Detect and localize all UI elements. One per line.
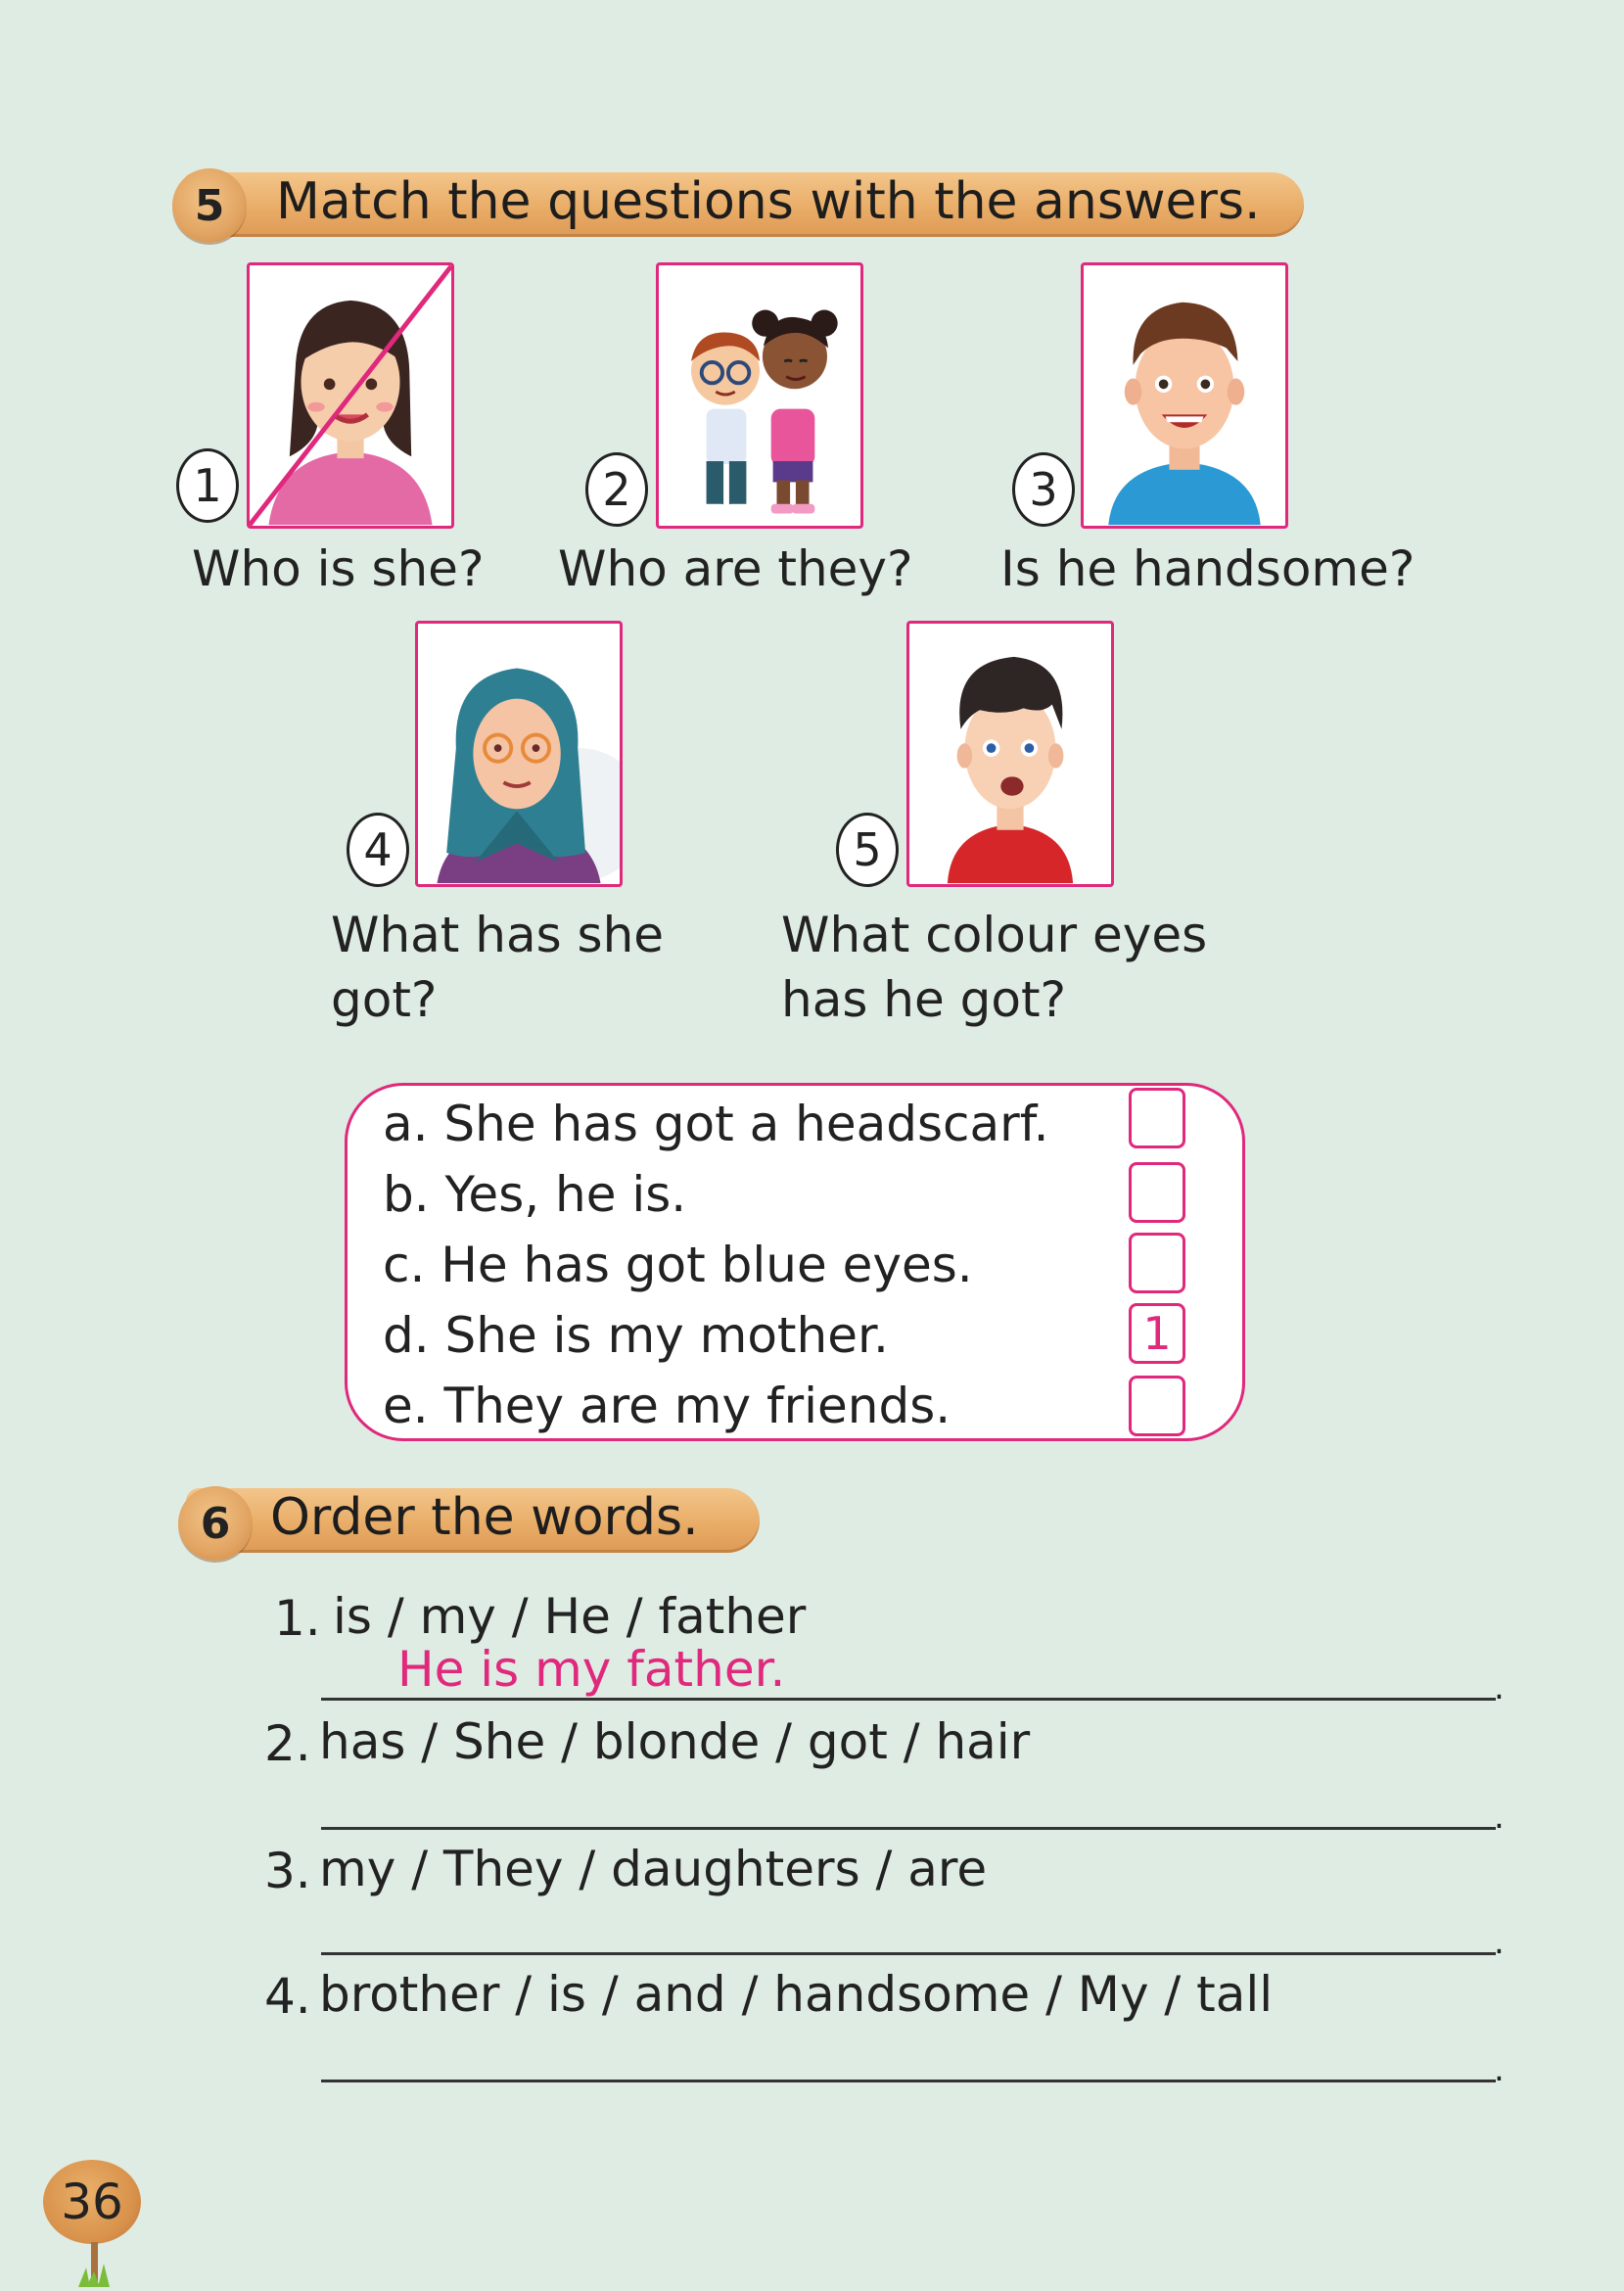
question-3: Is he handsome? [1000, 540, 1415, 597]
section-6-number: 6 [178, 1486, 253, 1561]
order-item-1-number: 1. [274, 1590, 321, 1647]
order-item-3-answer-line [321, 1952, 1496, 1955]
number-circle-2: 2 [585, 452, 648, 527]
question-5 [781, 903, 1207, 1032]
picture-friends [656, 262, 863, 529]
question-4 [331, 903, 664, 1032]
answer-b: b. Yes, he is. [383, 1166, 687, 1223]
order-item-3-period: . [1494, 1923, 1505, 1962]
answers-box [345, 1083, 1245, 1441]
order-item-3-number: 3. [264, 1843, 311, 1899]
cross-out-line [250, 265, 451, 526]
order-item-4-answer-line [321, 2080, 1496, 2082]
section-5-number: 5 [172, 168, 247, 243]
answer-a: a. She has got a headscarf. [383, 1096, 1049, 1152]
question-4-line-2: got? [331, 971, 438, 1028]
order-item-1-answer[interactable]: He is my father. [397, 1641, 786, 1698]
question-4-line-1: What has she [331, 907, 665, 963]
page-number: 36 [43, 2160, 141, 2244]
number-circle-5: 5 [836, 813, 899, 887]
grass-icon [74, 2242, 114, 2287]
section-6-title: Order the words. [270, 1488, 699, 1547]
answer-e: e. They are my friends. [383, 1378, 951, 1434]
question-2: Who are they? [558, 540, 913, 597]
friends-illustration [659, 265, 860, 526]
number-circle-4: 4 [347, 813, 409, 887]
order-item-2-answer-line [321, 1827, 1496, 1830]
question-1: Who is she? [192, 540, 485, 597]
order-item-4-words: brother / is / and / handsome / My / tall [319, 1966, 1274, 2023]
answer-c-input-box[interactable] [1129, 1233, 1185, 1293]
order-item-1-words: is / my / He / father [333, 1588, 807, 1645]
picture-boy [906, 621, 1114, 887]
order-item-1-period: . [1494, 1668, 1505, 1707]
number-circle-1: 1 [176, 448, 239, 523]
question-5-line-2: has he got? [781, 971, 1067, 1028]
order-item-2-words: has / She / blonde / got / hair [319, 1713, 1031, 1770]
answer-d-input-box[interactable]: 1 [1129, 1303, 1185, 1364]
grandmother-illustration [418, 624, 620, 884]
answer-e-input-box[interactable] [1129, 1376, 1185, 1436]
question-5-line-1: What colour eyes [781, 907, 1208, 963]
picture-man [1081, 262, 1288, 529]
order-item-2-period: . [1494, 1798, 1505, 1837]
order-item-3-words: my / They / daughters / are [319, 1841, 988, 1897]
boy-illustration [909, 624, 1111, 884]
order-item-4-number: 4. [264, 1968, 311, 2025]
answer-c: c. He has got blue eyes. [383, 1237, 973, 1293]
order-item-1-answer-line [321, 1698, 1496, 1701]
picture-girl [247, 262, 454, 529]
order-item-4-period: . [1494, 2050, 1505, 2089]
number-circle-3: 3 [1012, 452, 1075, 527]
picture-grandmother [415, 621, 623, 887]
answer-d: d. She is my mother. [383, 1307, 889, 1364]
order-item-2-number: 2. [264, 1715, 311, 1772]
answer-b-input-box[interactable] [1129, 1162, 1185, 1223]
answer-a-input-box[interactable] [1129, 1088, 1185, 1148]
man-illustration [1084, 265, 1285, 526]
section-5-title: Match the questions with the answers. [276, 172, 1261, 231]
